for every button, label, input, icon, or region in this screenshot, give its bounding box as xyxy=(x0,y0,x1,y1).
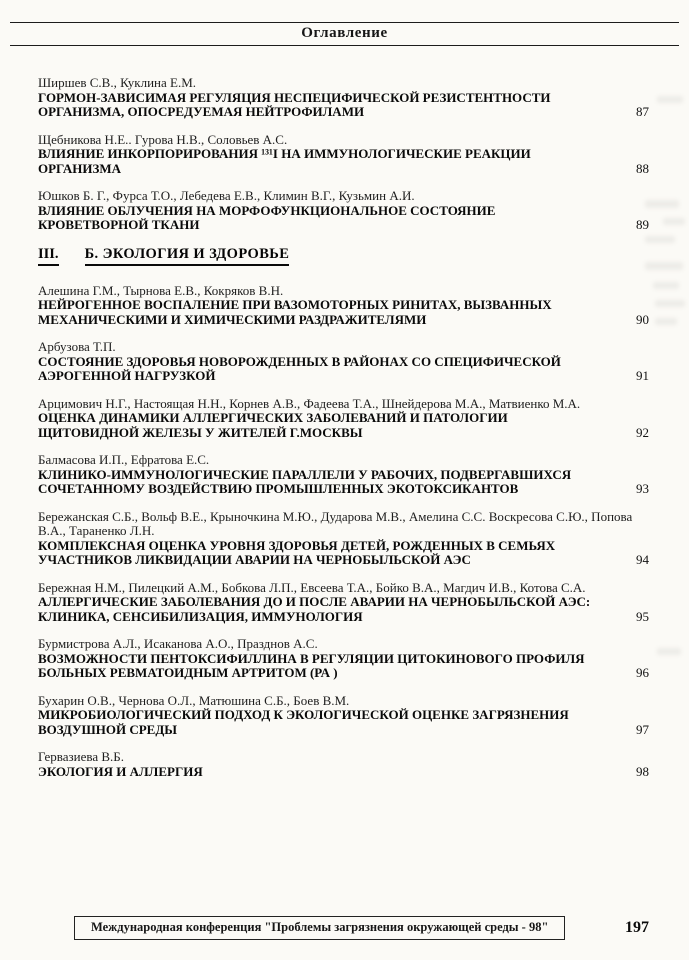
entry-page-number: 90 xyxy=(636,311,649,327)
entry-title-row xyxy=(38,91,649,120)
entry-title-row xyxy=(38,539,649,568)
entry-page-number: 94 xyxy=(636,552,649,567)
entry-authors: Бережная Н.М., Пилецкий А.М., Бобкова Л.П., Евсеева Т.А., Бойко В.А., Магдич И.В., Котова С.А. xyxy=(38,579,586,595)
entry-page-number: 93 xyxy=(636,481,649,496)
toc-entry xyxy=(38,284,649,328)
toc-list xyxy=(38,76,649,779)
entry-page-number: 89 xyxy=(636,217,649,232)
entry-title-row xyxy=(38,652,649,681)
entry-page-number: 92 xyxy=(636,424,649,440)
entry-authors: Юшков Б. Г., Фурса Т.О., Лебедева Е.В., Климин В.Г., Кузьмин А.И. xyxy=(38,188,415,203)
toc-entry xyxy=(38,581,649,625)
toc-entry xyxy=(38,510,649,568)
entry-page-number: 96 xyxy=(636,665,649,680)
entry-title: ГОРМОН-ЗАВИСИМАЯ РЕГУЛЯЦИЯ НЕСПЕЦИФИЧЕСКОЙ РЕЗИСТЕНТНОСТИ ОРГАНИЗМА, ОПОСРЕДУЕМАЯ НЕЙТРОФИЛАМИ xyxy=(38,89,551,119)
entry-title: ВЛИЯНИЕ ОБЛУЧЕНИЯ НА МОРФОФУНКЦИОНАЛЬНОЕ СОСТОЯНИЕ КРОВЕТВОРНОЙ ТКАНИ xyxy=(38,202,496,232)
entry-title-row xyxy=(38,355,649,384)
entry-title: МИКРОБИОЛОГИЧЕСКИЙ ПОДХОД К ЭКОЛОГИЧЕСКОЙ ОЦЕНКЕ ЗАГРЯЗНЕНИЯ ВОЗДУШНОЙ СРЕДЫ xyxy=(38,707,569,737)
section-heading xyxy=(38,246,649,266)
entry-page-number: 95 xyxy=(636,608,649,624)
entry-title: СОСТОЯНИЕ ЗДОРОВЬЯ НОВОРОЖДЕННЫХ В РАЙОНАХ СО СПЕЦИФИЧЕСКОЙ АЭРОГЕННОЙ НАГРУЗКОЙ xyxy=(38,353,561,383)
toc-entry xyxy=(38,750,649,779)
entry-title: ВЛИЯНИЕ ИНКОРПОРИРОВАНИЯ ¹³¹I НА ИММУНОЛОГИЧЕСКИЕ РЕАКЦИИ ОРГАНИЗМА xyxy=(38,146,531,176)
entry-authors: Ширшев С.В., Куклина Е.М. xyxy=(38,75,197,90)
entry-page-number: 97 xyxy=(636,721,649,737)
toc-entry xyxy=(38,397,649,441)
entry-authors: Щебникова Н.Е.. Гурова Н.В., Соловьев А.С. xyxy=(38,131,288,147)
entry-title-row xyxy=(38,147,649,176)
entry-title: КОМПЛЕКСНАЯ ОЦЕНКА УРОВНЯ ЗДОРОВЬЯ ДЕТЕЙ, РОЖДЕННЫХ В СЕМЬЯХ УЧАСТНИКОВ ЛИКВИДАЦИИ АВАРИИ НА ЧЕРНОБЫЛЬСКОЙ АЭС xyxy=(38,537,556,567)
entry-title-row xyxy=(38,298,649,327)
entry-page-number: 87 xyxy=(636,104,649,119)
page-header xyxy=(10,22,679,46)
entry-authors: Гервазиева В.Б. xyxy=(38,749,125,764)
entry-authors: Балмасова И.П., Ефратова Е.С. xyxy=(38,452,210,467)
entry-title: АЛЛЕРГИЧЕСКИЕ ЗАБОЛЕВАНИЯ ДО И ПОСЛЕ АВАРИИ НА ЧЕРНОБЫЛЬСКОЙ АЭС: КЛИНИКА, СЕНСИБИЛИЗАЦИЯ, ИММУНОЛОГИЯ xyxy=(38,594,591,624)
entry-title: КЛИНИКО-ИММУНОЛОГИЧЕСКИЕ ПАРАЛЛЕЛИ У РАБОЧИХ, ПОДВЕРГАВШИХСЯ СОЧЕТАННОМУ ВОЗДЕЙСТВИЮ ПРОМЫШЛЕННЫХ ЭКОТОКСИКАНТОВ xyxy=(38,466,572,496)
toc-entry xyxy=(38,453,649,497)
entry-page-number: 98 xyxy=(636,763,649,779)
toc-entry xyxy=(38,76,649,120)
toc-entry xyxy=(38,637,649,681)
entry-title: ЭКОЛОГИЯ И АЛЛЕРГИЯ xyxy=(38,763,203,779)
toc-entry xyxy=(38,133,649,177)
entry-title: НЕЙРОГЕННОЕ ВОСПАЛЕНИЕ ПРИ ВАЗОМОТОРНЫХ РИНИТАХ, ВЫЗВАННЫХ МЕХАНИЧЕСКИМИ И ХИМИЧЕСКИМИ РАЗДРАЖИТЕЛЯМИ xyxy=(38,297,552,327)
entry-authors: Бурмистрова А.Л., Исаканова А.О., Празднов А.С. xyxy=(38,636,318,651)
entry-page-number: 88 xyxy=(636,160,649,176)
toc-entry xyxy=(38,189,649,233)
entry-title: ОЦЕНКА ДИНАМИКИ АЛЛЕРГИЧЕСКИХ ЗАБОЛЕВАНИЙ И ПАТОЛОГИИ ЩИТОВИДНОЙ ЖЕЛЕЗЫ У ЖИТЕЛЕЙ Г.МОСКВЫ xyxy=(38,410,508,440)
entry-authors: Арцимович Н.Г., Настоящая Н.Н., Корнев А.В., Фадеева Т.А., Шнейдерова М.А., Матвиенко М.А. xyxy=(38,395,581,411)
entry-title-row xyxy=(38,708,649,737)
page-title: Оглавление xyxy=(301,25,388,41)
entry-title-row xyxy=(38,765,649,780)
footer-conference-label: Международная конференция "Проблемы загрязнения окружающей среды - 98" xyxy=(74,916,565,940)
footer-page-number: 197 xyxy=(625,919,649,936)
entry-authors: Алешина Г.М., Тырнова Е.В., Кокряков В.Н. xyxy=(38,282,284,298)
toc-entry xyxy=(38,340,649,384)
entry-title-row xyxy=(38,595,649,624)
section-numeral: III. xyxy=(38,246,59,266)
entry-page-number: 91 xyxy=(636,368,649,383)
section-label: Б. ЭКОЛОГИЯ И ЗДОРОВЬЕ xyxy=(85,246,290,266)
entry-title-row xyxy=(38,468,649,497)
entry-title-row xyxy=(38,204,649,233)
page-footer xyxy=(38,916,649,940)
header-rule-bottom xyxy=(10,45,679,46)
toc-entry xyxy=(38,694,649,738)
entry-authors: Арбузова Т.П. xyxy=(38,339,116,354)
entry-title: ВОЗМОЖНОСТИ ПЕНТОКСИФИЛЛИНА В РЕГУЛЯЦИИ ЦИТОКИНОВОГО ПРОФИЛЯ БОЛЬНЫХ РЕВМАТОИДНЫМ АРТРИТОМ (РА ) xyxy=(38,650,585,680)
entry-authors: Бухарин О.В., Чернова О.Л., Матюшина С.Б., Боев В.М. xyxy=(38,692,350,708)
entry-authors: Бережанская С.Б., Вольф В.Е., Крыночкина М.Ю., Дударова М.В., Амелина С.С. Воскресова С.Ю., Попова В.А., Тараненко Л.Н. xyxy=(38,508,633,538)
entry-title-row xyxy=(38,411,649,440)
